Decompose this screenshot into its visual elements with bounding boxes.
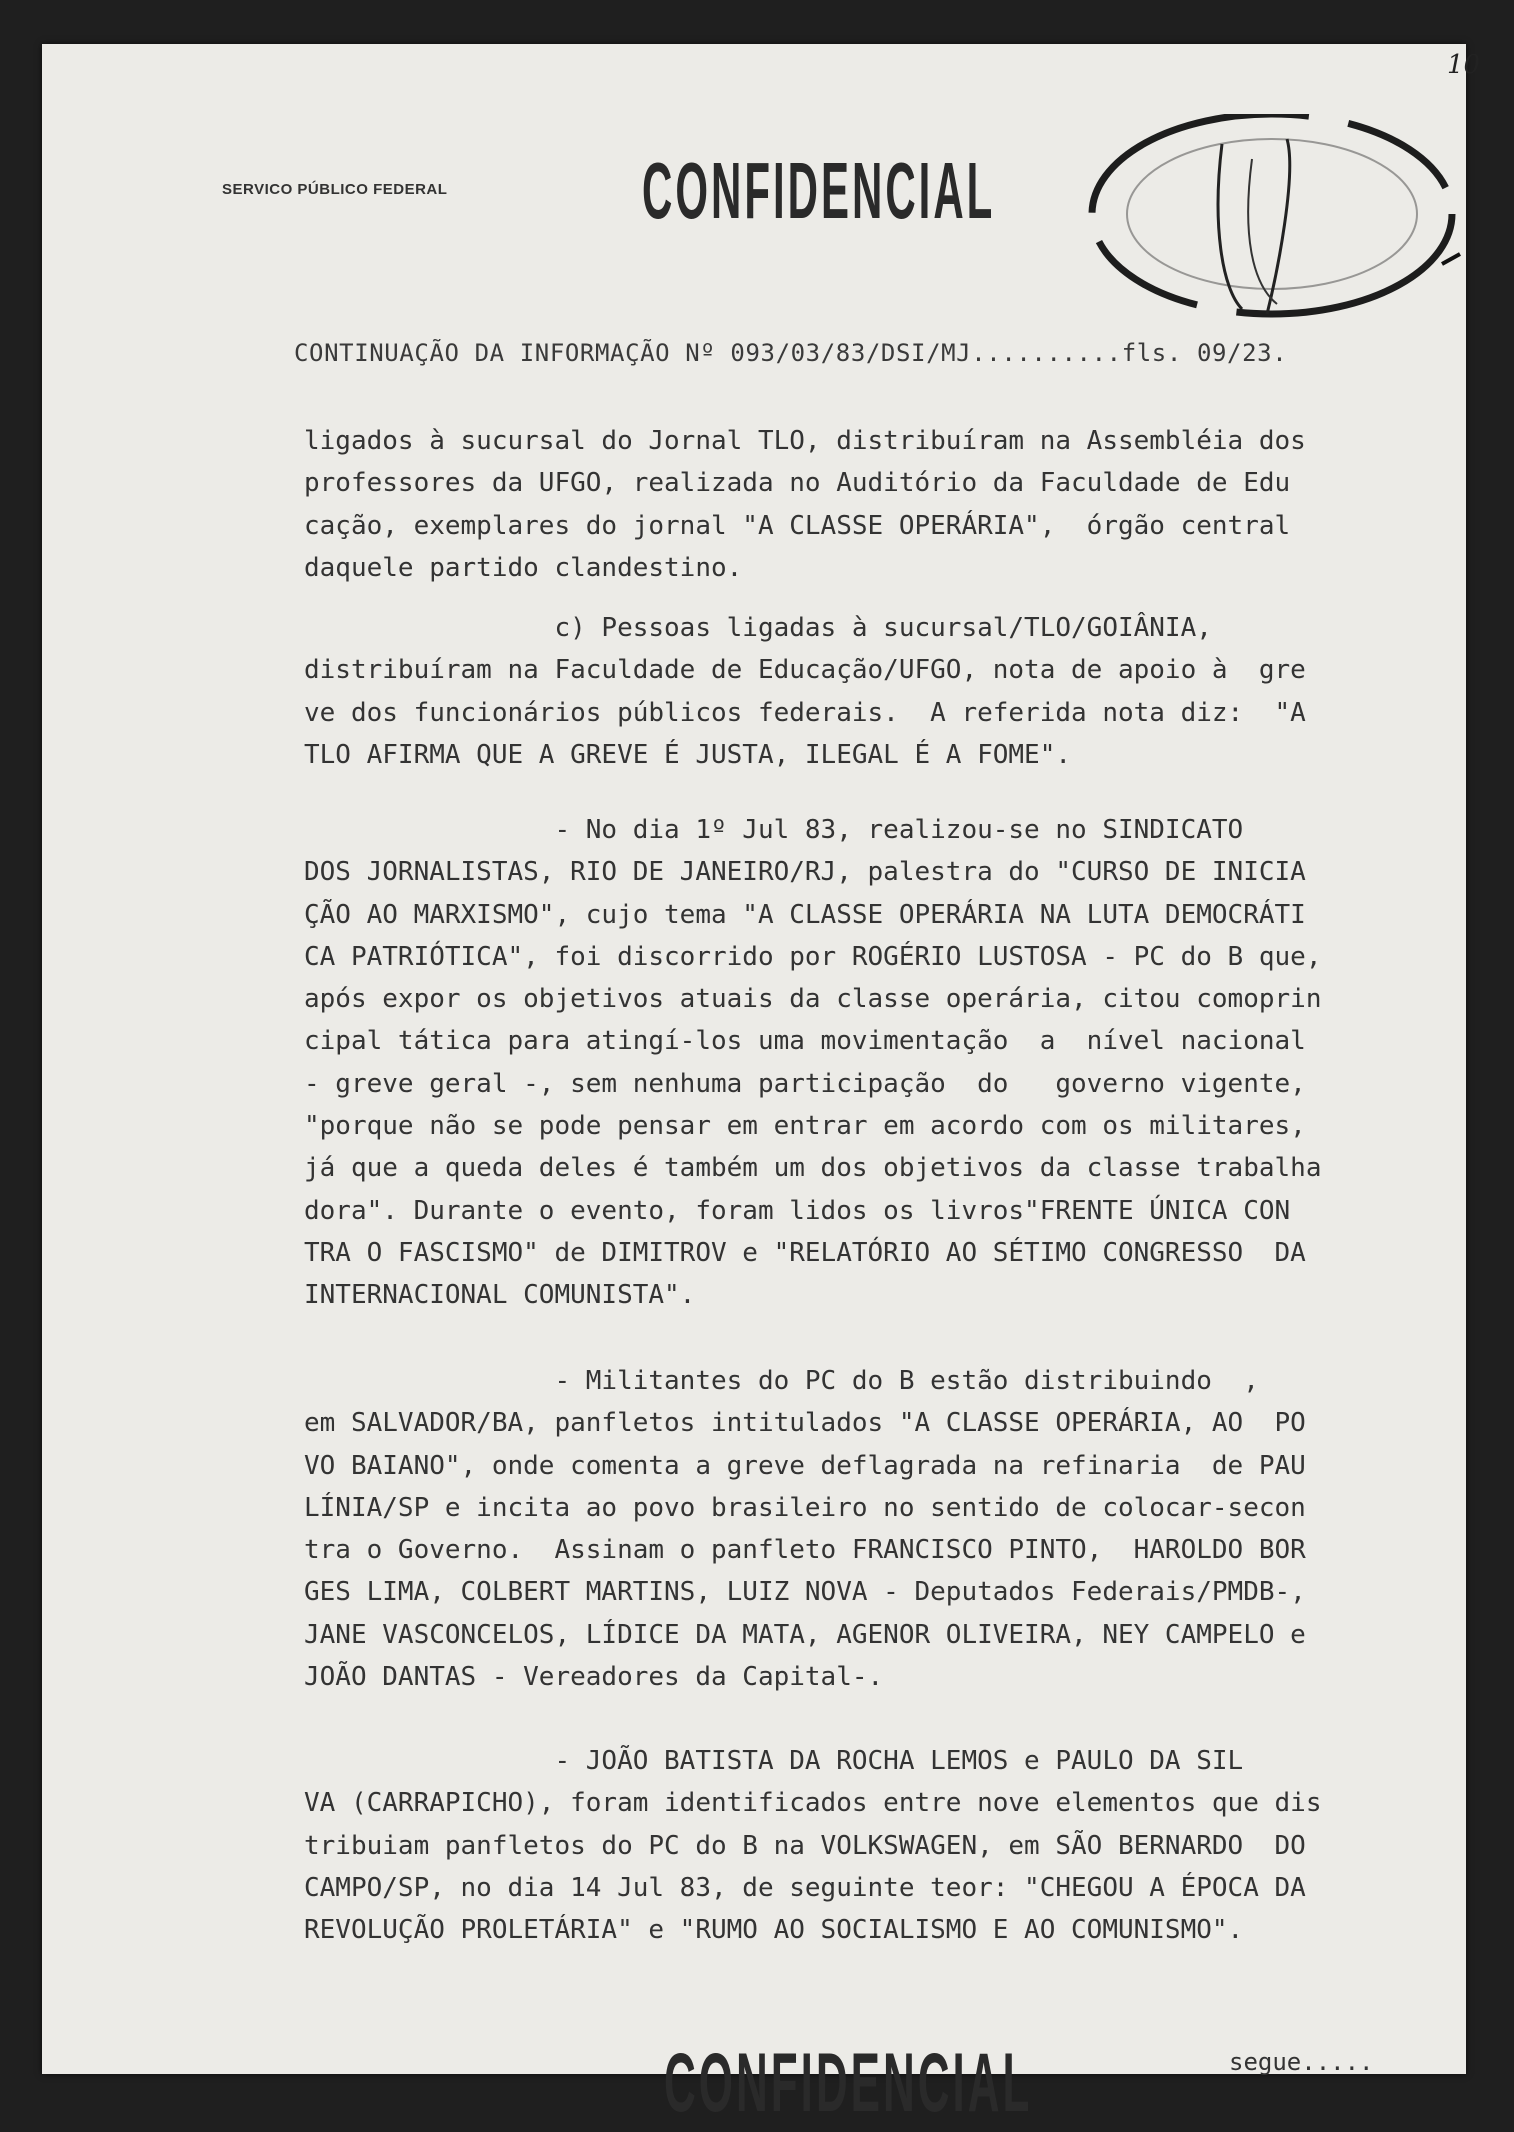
text-line: CA PATRIÓTICA", foi discorrido por ROGÉRIO LUSTOSA - PC do B que, — [304, 941, 1322, 972]
text-line: em SALVADOR/BA, panfletos intitulados "A CLASSE OPERÁRIA, AO PO — [304, 1408, 1306, 1439]
text-line: tra o Governo. Assinam o panfleto FRANCISCO PINTO, HAROLDO BOR — [304, 1535, 1306, 1566]
paragraph — [304, 809, 1401, 1317]
text-line: - No dia 1º Jul 83, realizou-se no SINDICATO — [304, 815, 1244, 845]
service-label: SERVICO PÚBLICO FEDERAL — [222, 181, 448, 198]
text-line: - greve geral -, sem nenhuma participação do governo vigente, — [304, 1068, 1306, 1099]
text-line: TLO AFIRMA QUE A GREVE É JUSTA, ILEGAL É A FOME". — [304, 739, 1072, 770]
continues-note: segue..... — [1229, 2048, 1374, 2076]
paragraph — [304, 1360, 1401, 1698]
text-line: tribuiam panfletos do PC do B na VOLKSWAGEN, em SÃO BERNARDO DO — [304, 1830, 1306, 1861]
text-line: - JOÃO BATISTA DA ROCHA LEMOS e PAULO DA SIL — [304, 1746, 1244, 1776]
text-line: VA (CARRAPICHO), foram identificados entre nove elementos que dis — [304, 1788, 1322, 1819]
text-line: INTERNACIONAL COMUNISTA". — [304, 1280, 696, 1311]
text-line: ÇÃO AO MARXISMO", cujo tema "A CLASSE OPERÁRIA NA LUTA DEMOCRÁTI — [304, 899, 1306, 930]
ministry-seal-stamp — [1072, 114, 1472, 374]
text-line: CAMPO/SP, no dia 14 Jul 83, de seguinte teor: "CHEGOU A ÉPOCA DA — [304, 1872, 1306, 1903]
text-line: "porque não se pode pensar em entrar em acordo com os militares, — [304, 1111, 1306, 1142]
text-line: já que a queda deles é também um dos objetivos da classe trabalha — [304, 1153, 1322, 1184]
text-line: - Militantes do PC do B estão distribuindo , — [304, 1366, 1259, 1396]
paragraph — [304, 1740, 1401, 1951]
text-line: GES LIMA, COLBERT MARTINS, LUIZ NOVA - Deputados Federais/PMDB-, — [304, 1577, 1306, 1608]
document-page — [42, 44, 1481, 2131]
text-line: REVOLUÇÃO PROLETÁRIA" e "RUMO AO SOCIALISMO E AO COMUNISMO". — [304, 1915, 1244, 1946]
text-line: após expor os objetivos atuais da classe operária, citou comoprin — [304, 984, 1322, 1015]
text-line: JOÃO DANTAS - Vereadores da Capital-. — [304, 1662, 884, 1693]
text-line: cipal tática para atingí-los uma movimentação a nível nacional — [304, 1026, 1306, 1057]
text-line: dora". Durante o evento, foram lidos os livros"FRENTE ÚNICA CON — [304, 1195, 1291, 1226]
confidential-stamp-bottom: CONFIDENCIAL — [664, 2037, 1033, 2131]
page-number: 10 — [1447, 50, 1481, 80]
continuation-header: CONTINUAÇÃO DA INFORMAÇÃO Nº 093/03/83/DSI/MJ..........fls. 09/23. — [294, 339, 1288, 367]
text-line: TRA O FASCISMO" de DIMITROV e "RELATÓRIO AO SÉTIMO CONGRESSO DA — [304, 1237, 1306, 1268]
text-line: JANE VASCONCELOS, LÍDICE DA MATA, AGENOR OLIVEIRA, NEY CAMPELO e — [304, 1619, 1306, 1650]
text-line: c) Pessoas ligadas à sucursal/TLO/GOIÂNIA, — [304, 613, 1212, 643]
paragraph — [304, 607, 1401, 776]
text-line: DOS JORNALISTAS, RIO DE JANEIRO/RJ, palestra do "CURSO DE INICIA — [304, 857, 1306, 888]
text-line: daquele partido clandestino. — [304, 552, 743, 583]
text-line: professores da UFGO, realizada no Auditório da Faculdade de Edu — [304, 468, 1291, 499]
text-line: distribuíram na Faculdade de Educação/UFGO, nota de apoio à gre — [304, 655, 1306, 686]
text-line: ligados à sucursal do Jornal TLO, distribuíram na Assembléia dos — [304, 426, 1306, 456]
confidential-stamp-top: CONFIDENCIAL — [642, 146, 996, 236]
text-line: LÍNIA/SP e incita ao povo brasileiro no sentido de colocar-secon — [304, 1492, 1306, 1523]
paragraph — [304, 420, 1401, 589]
text-line: ve dos funcionários públicos federais. A referida nota diz: "A — [304, 697, 1306, 728]
text-line: cação, exemplares do jornal "A CLASSE OPERÁRIA", órgão central — [304, 510, 1291, 541]
text-line: VO BAIANO", onde comenta a greve deflagrada na refinaria de PAU — [304, 1450, 1306, 1481]
